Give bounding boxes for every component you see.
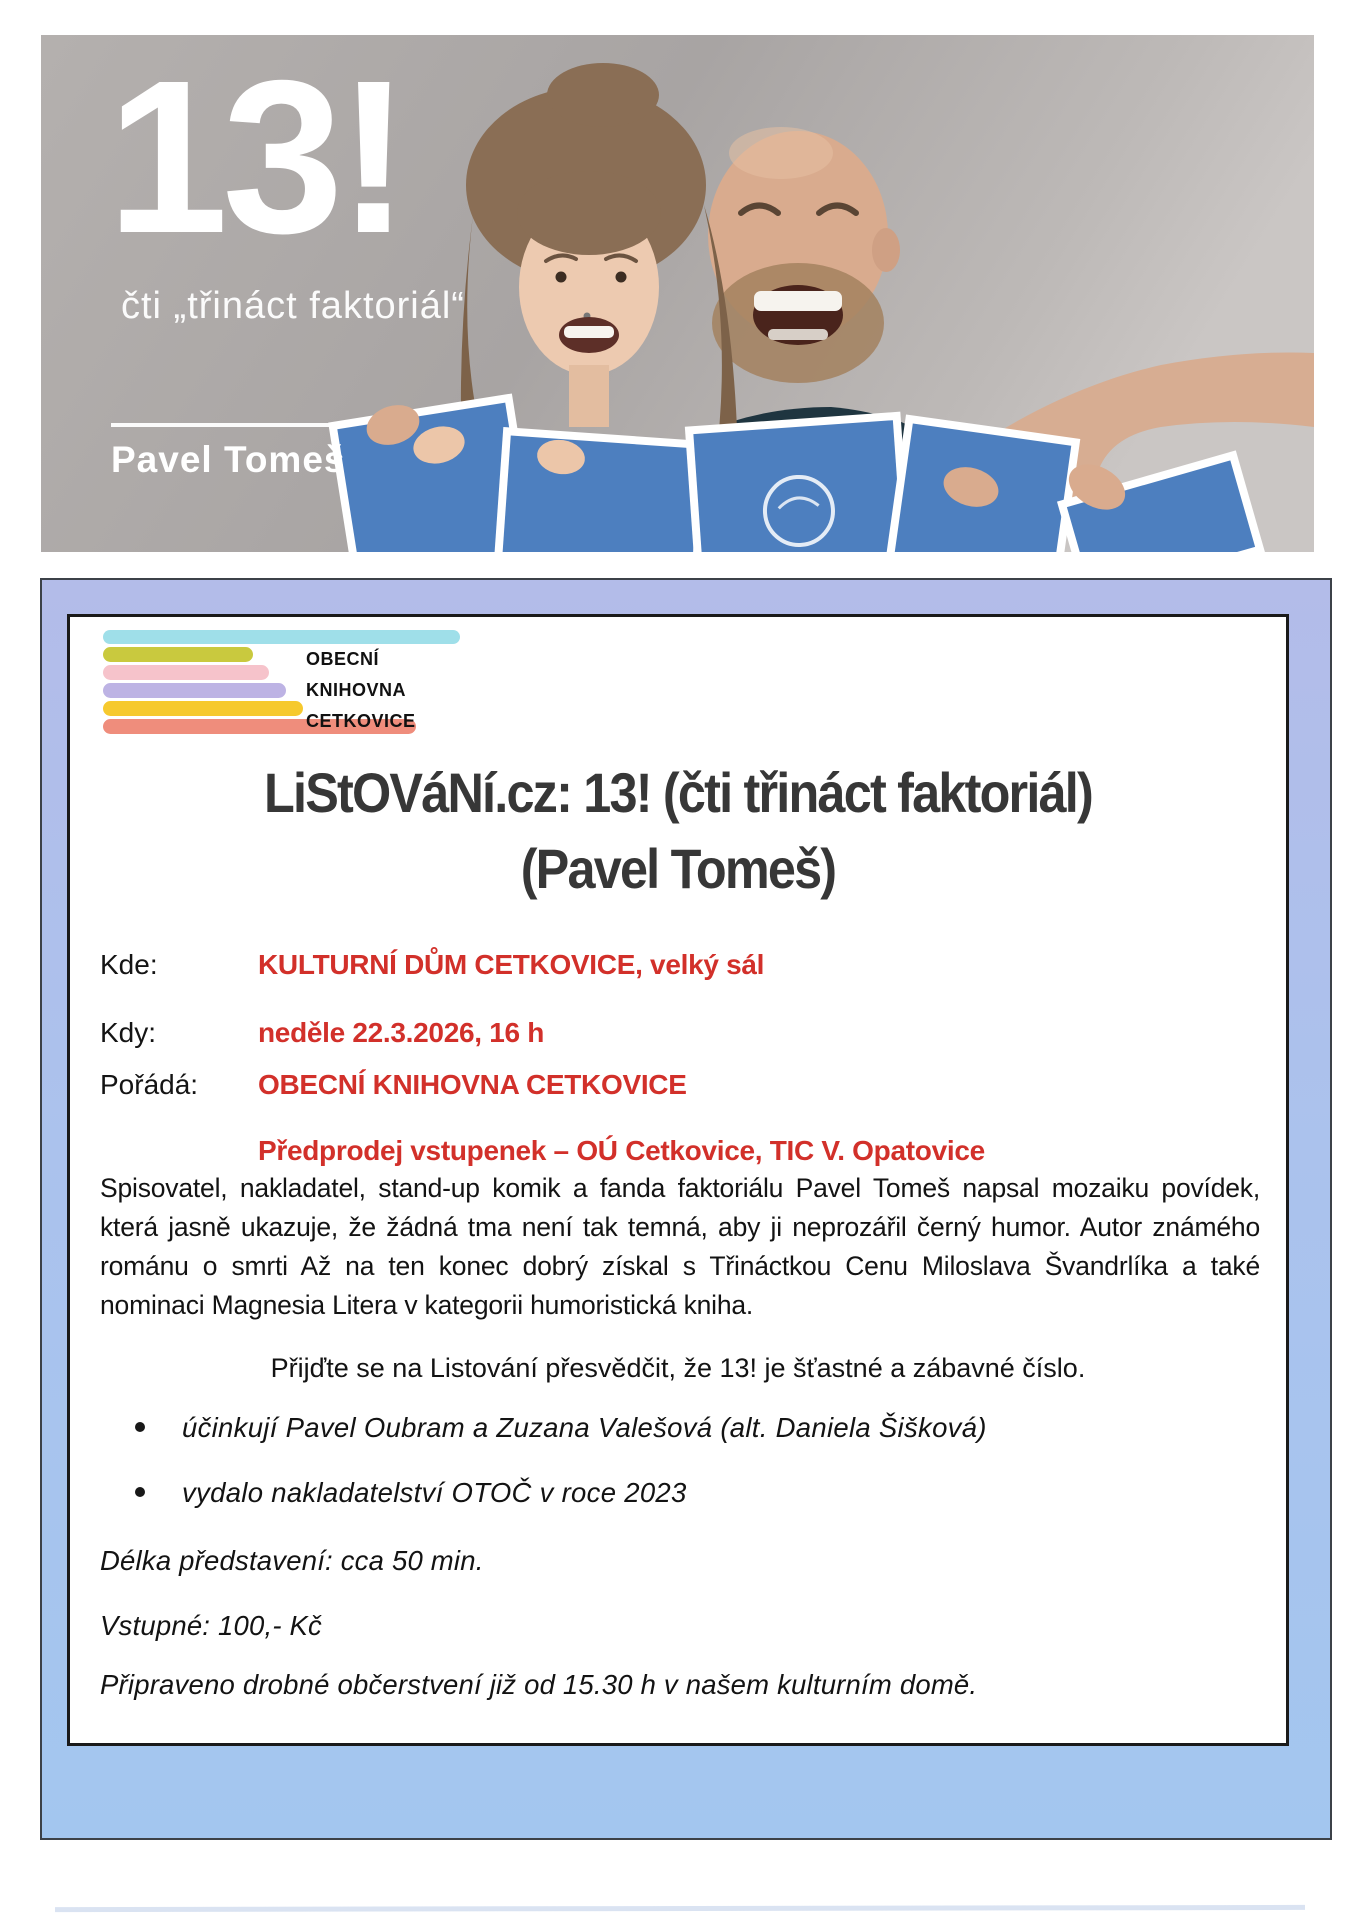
admission-line: Vstupné: 100,- Kč	[100, 1610, 323, 1641]
logo-stripe-cyan	[103, 630, 460, 644]
bullet-performers-text: účinkují Pavel Oubram a Zuzana Valešová (alt. Daniela Šišková)	[182, 1412, 987, 1443]
bullet-dot	[135, 1487, 145, 1497]
event-banner	[41, 35, 1314, 552]
library-logo-line1: OBECNÍ	[306, 649, 380, 669]
where-label: Kde:	[100, 949, 158, 980]
library-logo-text	[306, 644, 416, 737]
description-paragraph: Spisovatel, nakladatel, stand-up komik a fanda faktoriálu Pavel Tomeš napsal mozaiku povídek, která jasně ukazuje, že žádná tma není tak temná, aby ji neprozářil černý humor. Autor známého románu o smrti Až na ten konec dobrý získal s Třináctkou Cenu Miloslava Švandrlíka a také nominaci Magnesia Litera v kategorii humoristická kniha.	[100, 1173, 1260, 1320]
event-title-line2: (Pavel Tomeš)	[520, 837, 836, 900]
when-value: neděle 22.3.2026, 16 h	[258, 1017, 545, 1048]
when-label: Kdy:	[100, 1017, 157, 1048]
logo-stripe-gold	[103, 701, 303, 716]
organizer-label: Pořádá:	[100, 1069, 199, 1100]
event-title-line1: LiStOVáNí.cz: 13! (čti třináct faktoriál)	[264, 761, 1092, 824]
event-title	[131, 755, 1225, 907]
bullet-dot	[135, 1422, 145, 1432]
flyer-content-panel	[67, 614, 1289, 1746]
library-logo-line3: CETKOVICE	[306, 711, 416, 731]
bullet-publisher	[135, 1477, 687, 1509]
flyer-blue-frame	[40, 578, 1332, 1840]
banner-subtitle: čti „třináct faktoriál“	[121, 285, 465, 327]
library-logo-line2: KNIHOVNA	[306, 680, 407, 700]
duration-line: Délka představení: cca 50 min.	[100, 1545, 484, 1576]
logo-stripe-pink	[103, 665, 269, 680]
where-value: KULTURNÍ DŮM CETKOVICE, velký sál	[258, 949, 765, 980]
banner-13-logo: 13!	[107, 36, 405, 279]
presale-value: Předprodej vstupenek – OÚ Cetkovice, TIC V. Opatovice	[258, 1135, 985, 1166]
refreshments-line: Připraveno drobné občerstvení již od 15.30 h v našem kulturním domě.	[100, 1669, 978, 1700]
logo-stripe-lavender	[103, 683, 286, 698]
banner-divider-line	[111, 423, 343, 427]
logo-stripe-olive	[103, 647, 253, 662]
organizer-value: OBECNÍ KNIHOVNA CETKOVICE	[258, 1069, 687, 1100]
scan-artifact-line	[55, 1905, 1305, 1912]
banner-author-name: Pavel Tomeš	[111, 439, 346, 480]
invitation-line: Přijďte se na Listování přesvědčit, že 13! je šťastné a zábavné číslo.	[270, 1353, 1086, 1383]
bullet-performers	[135, 1412, 987, 1444]
bullet-publisher-text: vydalo nakladatelství OTOČ v roce 2023	[182, 1477, 687, 1508]
